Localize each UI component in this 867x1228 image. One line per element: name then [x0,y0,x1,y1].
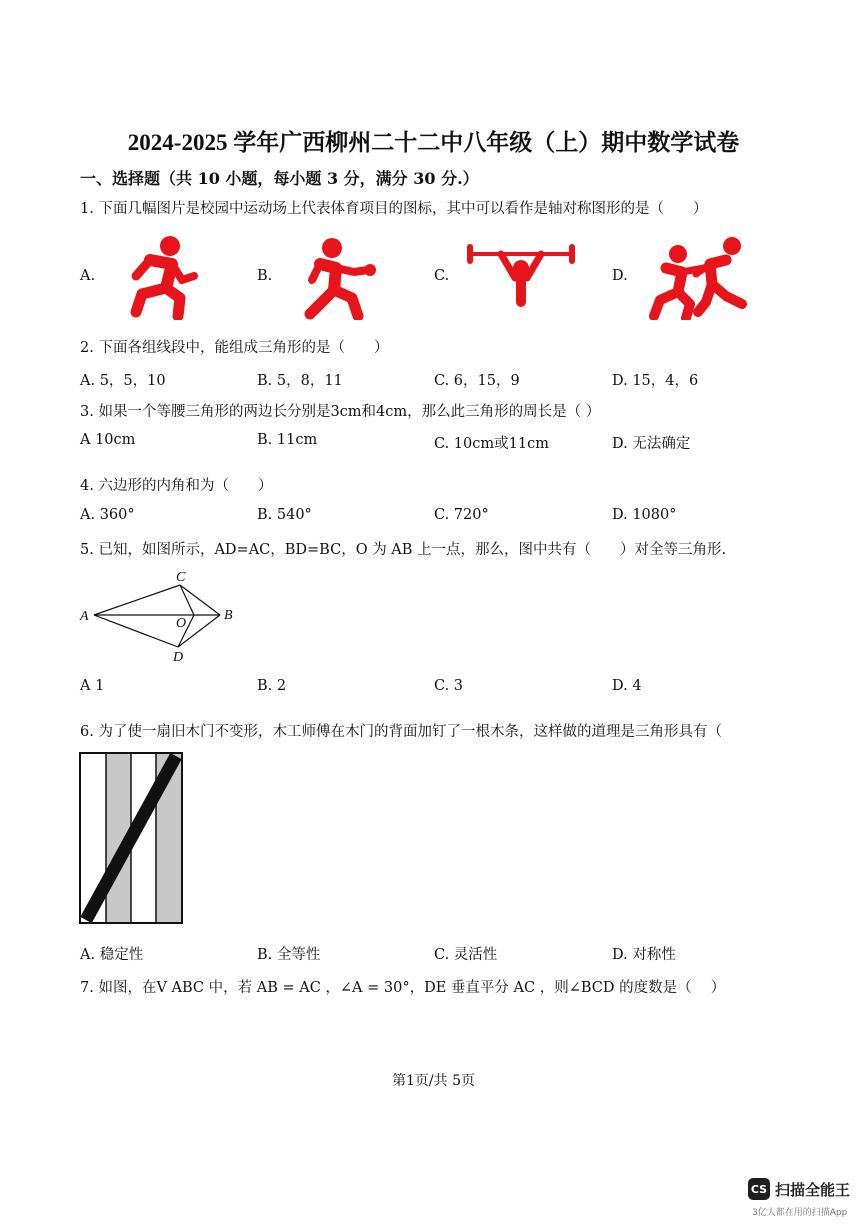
q1-option-a: A. [80,268,96,284]
label-o: O [176,616,187,631]
scanner-tagline: 3亿人都在用的扫描App [752,1208,848,1218]
q5-geometry-figure [78,566,248,666]
q5-option-d: D. 4 [612,678,642,694]
label-c: C [176,570,186,585]
q2-option-a: A. 5，5，10 [80,373,166,389]
boxing-icon [298,234,380,320]
q5-option-c: C. 3 [434,678,464,694]
question-7-text: 7. 如图，在V ABC 中，若 AB = AC ，∠A = 30°，DE 垂直平分 AC ，则∠BCD 的度数是（ ） [80,980,726,996]
question-1-text: 1. 下面几幅图片是校园中运动场上代表体育项目的图标，其中可以看作是轴对称图形的是（ ） [80,201,708,217]
question-2-text: 2. 下面各组线段中，能组成三角形的是（ ） [80,340,389,356]
q2-option-d: D. 15，4，6 [612,373,699,389]
q6-option-c: C. 灵活性 [434,947,498,963]
question-5-text: 5. 已知，如图所示，AD=AC，BD=BC，O 为 AB 上一点，那么，图中共有（ ）对全等三角形. [80,542,727,558]
page-number: 第1页/共 5页 [392,1073,475,1089]
q5-option-b: B. 2 [257,678,287,694]
q1-option-b: B. [257,268,273,284]
q3-option-c: C. 10cm或11cm [434,436,549,452]
q6-option-a: A. 稳定性 [80,947,144,963]
q6-option-d: D. 对称性 [612,947,676,963]
question-4-text: 4. 六边形的内角和为（ ） [80,478,273,494]
q5-option-a: A 1 [80,678,105,694]
q4-option-a: A. 360° [80,507,135,523]
exam-title: 2024-2025 学年广西柳州二十二中八年级（上）期中数学试卷 [127,130,740,155]
q2-option-c: C. 6，15，9 [434,373,520,389]
door-figure [79,752,185,926]
q3-option-b: B. 11cm [257,432,318,448]
q4-option-c: C. 720° [434,507,489,523]
label-b: B [224,608,233,623]
label-a: A [80,609,89,624]
scanner-logo-icon: CS [748,1178,770,1200]
running-icon [120,232,200,320]
q1-option-d: D. [612,268,628,284]
q4-option-b: B. 540° [257,507,312,523]
q4-option-d: D. 1080° [612,507,677,523]
q2-option-b: B. 5，8，11 [257,373,343,389]
question-3-text: 3. 如果一个等腰三角形的两边长分别是3cm和4cm，那么此三角形的周长是（ ） [80,404,601,420]
section-heading: 一、选择题（共 10 小题，每小题 3 分，满分 30 分.） [80,169,479,188]
question-6-text: 6. 为了使一扇旧木门不变形，木工师傅在木门的背面加钉了一根木条，这样做的道理是三角形具有（ [80,724,722,740]
q1-option-c: C. [434,268,450,284]
q3-option-a: A 10cm [80,432,136,448]
weightlifting-icon [465,238,577,308]
scanner-watermark [748,1178,850,1200]
scanner-name: 扫描全能王 [775,1180,851,1199]
wrestling-icon [646,234,750,320]
q3-option-d: D. 无法确定 [612,436,691,452]
q6-option-b: B. 全等性 [257,947,321,963]
label-d: D [173,650,184,665]
